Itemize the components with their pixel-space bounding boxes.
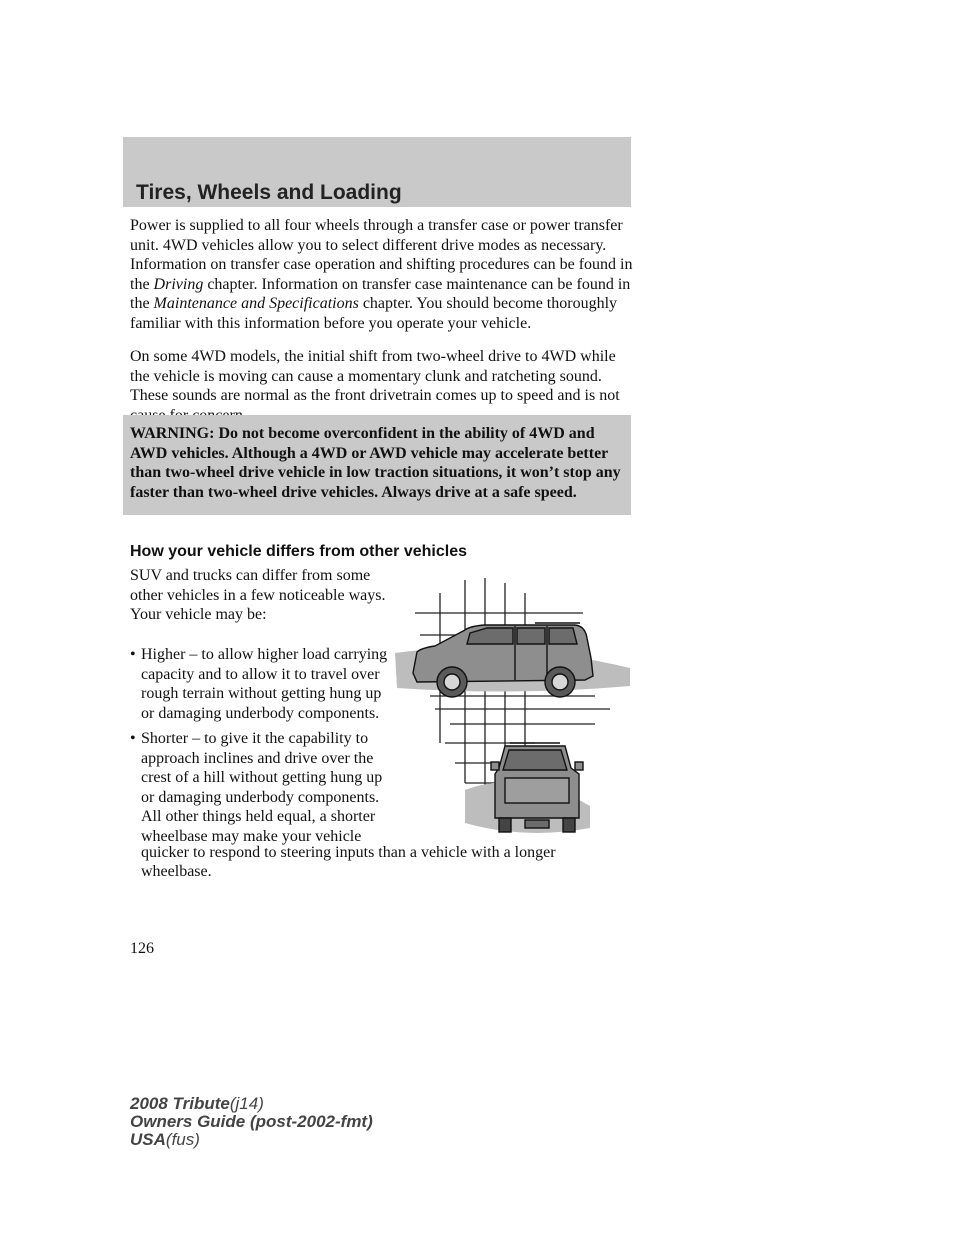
- document-footer: [130, 1095, 373, 1149]
- maintenance-chapter-ref: Maintenance and Specifications: [153, 295, 359, 312]
- section-title: Tires, Wheels and Loading: [136, 181, 402, 204]
- bullet-marker: •: [130, 730, 136, 747]
- footer-line-2: Owners Guide (post-2002-fmt): [130, 1112, 373, 1131]
- section-intro: SUV and trucks can differ from some other vehicles in a few noticeable ways. Your vehicle may be:: [130, 567, 386, 623]
- paragraph-transfer-case: [130, 216, 635, 333]
- bullet-shorter: Shorter – to give it the capability to approach inclines and drive over the crest of a hill without getting hung up or damaging underbody components. All other things held equal, a shorter wheelbase may make your vehicle: [141, 730, 383, 845]
- footer-model-code: (j14): [229, 1094, 264, 1113]
- footer-market: USA: [130, 1130, 166, 1149]
- footer-market-code: (fus): [165, 1130, 200, 1149]
- vehicle-dimensions-illustration: [395, 578, 635, 878]
- section-heading: How your vehicle differs from other vehicles: [130, 543, 467, 560]
- para1-lead: Power is supplied to all four wheels through a transfer case or power transfer unit. 4WD vehicles allow you to select different drive modes as necessary. Information on transfer case operation and shifting procedures can be found in the: [130, 217, 633, 293]
- section-header: [123, 137, 631, 207]
- footer-line-1: [130, 1095, 373, 1113]
- warning-box: [123, 415, 631, 515]
- para1-tail: chapter. You should become thoroughly familiar with this information before you operate your vehicle.: [130, 295, 618, 332]
- bullet-shorter-continued-1: quicker to respond to steering inputs than a vehicle with a longer: [141, 844, 556, 861]
- bullet-marker: •: [130, 646, 136, 663]
- page-number: 126: [130, 940, 154, 957]
- driving-chapter-ref: Driving: [153, 275, 204, 293]
- bullet-higher: Higher – to allow higher load carrying capacity and to allow it to travel over rough terrain without getting hung up or damaging underbody components.: [141, 646, 388, 722]
- warning-text: WARNING: Do not become overconfident in the ability of 4WD and AWD vehicles. Although a 4WD or AWD vehicle may accelerate better than two-wheel drive vehicle in low traction situations, it won’t stop any faster than two-wheel drive vehicles. Always drive at a safe speed.: [130, 425, 621, 501]
- para1-mid: chapter. Information on transfer case maintenance can be found in the: [130, 275, 631, 312]
- paragraph-4wd-shift: On some 4WD models, the initial shift from two-wheel drive to 4WD while the vehicle is moving can cause a momentary clunk and ratcheting sound. These sounds are normal as the front drivetrain comes up to speed and is not: [130, 348, 620, 404]
- bullet-shorter-continued-2: wheelbase.: [141, 863, 212, 880]
- footer-model: 2008 Tribute: [130, 1094, 230, 1113]
- footer-line-3: [130, 1131, 373, 1149]
